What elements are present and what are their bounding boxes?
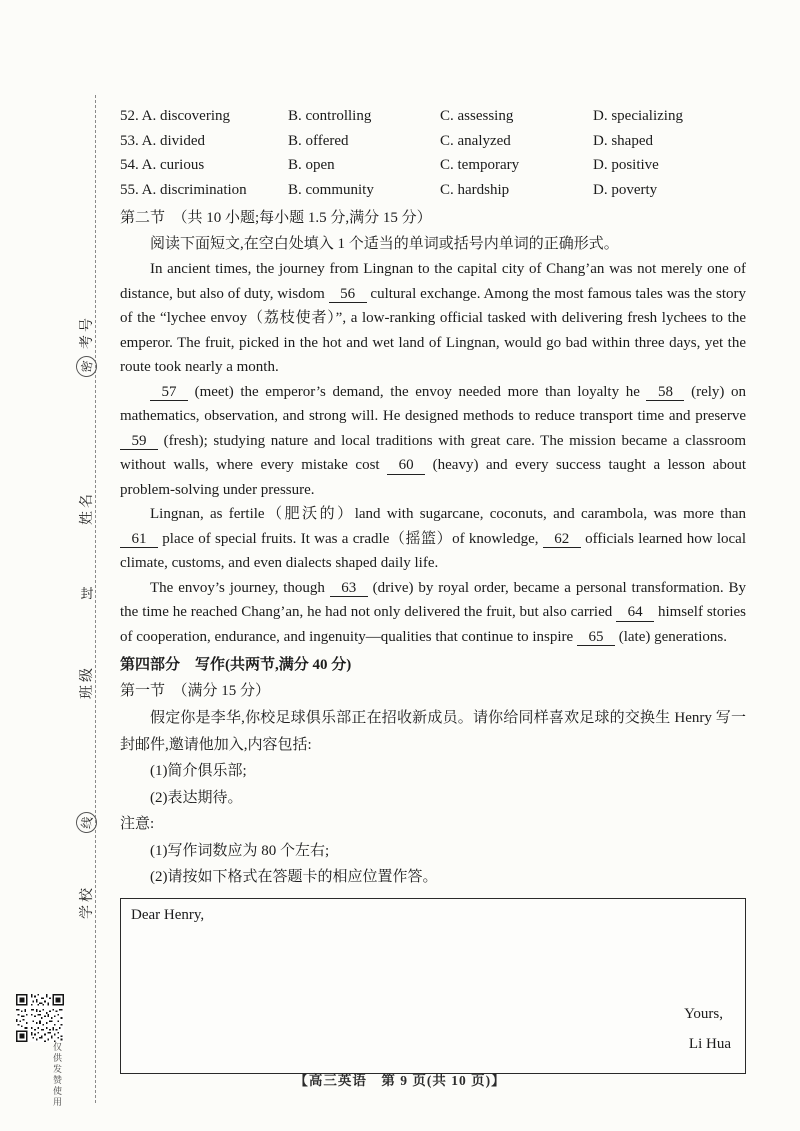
section2-heading: 第二节 （共 10 小题;每小题 1.5 分,满分 15 分） <box>120 210 432 226</box>
option-cell: 55. A. discrimination <box>120 181 247 198</box>
option-cell: 52. A. discovering <box>120 108 230 124</box>
option-cell: C. analyzed <box>440 132 511 149</box>
seal-label-exam-number <box>76 310 96 354</box>
task-point-2: (2)表达期待。 <box>150 789 243 806</box>
option-cell: C. hardship <box>440 181 510 198</box>
seal-label-class <box>76 660 96 704</box>
cloze-paragraph: In ancient times, the journey from Lingnan to the capital city of Chang’an was not merely one of distance, but also of duty, wisdom 56 cultural exchange. Among the most famous tales was the story of the “lychee envoy（荔枝使者）”, a low-ranking official tasked with delivering fresh lychees to the emperor. The fruit, picked in the hot and wet land of Lingnan, would go bad within three days, yet the route took nearly a month. <box>120 261 746 375</box>
notice-label: 注意: <box>120 816 155 832</box>
cloze-blank-56: 56 <box>329 286 367 304</box>
notice-1: (1)写作词数应为 80 个左右; <box>150 842 330 859</box>
option-cell: D. specializing <box>593 108 683 124</box>
cloze-blank-65: 65 <box>577 629 615 647</box>
seal-label-text: 考号 <box>80 315 95 349</box>
section2-instruction: 阅读下面短文,在空白处填入 1 个适当的单词或括号内单词的正确形式。 <box>150 236 619 252</box>
seal-label-name <box>76 486 96 530</box>
option-row <box>120 104 746 129</box>
cloze-blank-64: 64 <box>616 604 654 622</box>
qr-caption: 仅供发赞使用 <box>52 1042 62 1108</box>
cloze-blank-59: 59 <box>120 433 158 451</box>
cloze-blank-63: 63 <box>330 580 368 598</box>
letter-salutation: Dear Henry, <box>131 906 205 923</box>
cloze-paragraph: Lingnan, as fertile（肥沃的）land with sugarcane, coconuts, and carambola, was more than 61 place of special fruits. It was a cradle（摇篮）of knowledge, 62 officials learned how local climate, customs, and even dialects shaped daily life. <box>120 506 746 571</box>
cloze-blank-60: 60 <box>387 457 425 475</box>
option-cell: 54. A. curious <box>120 157 205 173</box>
task-point-1: (1)简介俱乐部; <box>150 763 247 779</box>
seal-char-feng <box>77 583 97 602</box>
task-description: 假定你是李华,你校足球俱乐部正在招收新成员。请你给同样喜欢足球的交换生 Henry 写一封邮件,邀请他加入,内容包括: <box>120 710 746 753</box>
letter-signature: Li Hua <box>688 1036 731 1052</box>
cloze-blank-62: 62 <box>543 531 581 549</box>
option-cell: B. community <box>288 181 374 198</box>
section4-subheading: 第一节 （满分 15 分） <box>120 683 271 699</box>
seal-char-text: 线 <box>79 815 95 830</box>
content-column <box>120 104 746 1074</box>
seal-char-text: 密 <box>79 359 95 374</box>
option-cell: C. assessing <box>440 108 514 124</box>
seal-label-school <box>76 880 96 924</box>
option-row <box>120 153 746 178</box>
letter-closing: Yours, <box>684 1006 723 1022</box>
option-cell: 53. A. divided <box>120 132 205 149</box>
option-row <box>120 178 746 203</box>
option-cell: D. shaped <box>593 132 653 149</box>
option-cell: B. offered <box>288 132 349 149</box>
seal-char-text: 封 <box>80 586 94 601</box>
seal-label-text: 学校 <box>80 885 95 919</box>
section4-heading: 第四部分 写作(共两节,满分 40 分) <box>120 657 352 673</box>
cloze-blank-61: 61 <box>120 531 158 549</box>
cloze-paragraph: The envoy’s journey, though 63 (drive) by royal order, became a personal transformation. By the time he reached Chang’an, he had not only delivered the fruit, but also carried 64 himself stories of cooperation, endurance, and ingenuity—qualities that continue to inspire 65 (late) generations. <box>120 579 746 645</box>
option-cell: B. open <box>288 157 335 173</box>
option-cell: B. controlling <box>288 108 372 124</box>
option-cell: D. poverty <box>593 181 658 198</box>
cloze-blank-58: 58 <box>646 384 684 402</box>
seal-label-text: 班级 <box>80 665 95 699</box>
options-table <box>120 104 746 202</box>
qr-code <box>16 994 64 1042</box>
option-row <box>120 129 746 154</box>
option-cell: C. temporary <box>440 157 520 173</box>
cloze-blank-57: 57 <box>150 384 188 402</box>
option-cell: D. positive <box>593 157 659 173</box>
cloze-passage <box>120 257 746 649</box>
page-footer: 【高三英语 第 9 页(共 10 页)】 <box>294 1073 506 1088</box>
answer-box <box>120 898 746 1074</box>
seal-label-text: 姓名 <box>80 491 95 525</box>
cloze-paragraph: 57 (meet) the emperor’s demand, the envoy needed more than loyalty he 58 (rely) on mathematics, observation, and strong will. He designed methods to reduce transport time and preserve 59 (fresh); studying nature and local traditions with great care. The mission became a classroom without walls, where every mistake cost 60 (heavy) and every success taught a lesson about problem-solving under pressure. <box>120 383 746 498</box>
notice-2: (2)请按如下格式在答题卡的相应位置作答。 <box>150 869 438 885</box>
